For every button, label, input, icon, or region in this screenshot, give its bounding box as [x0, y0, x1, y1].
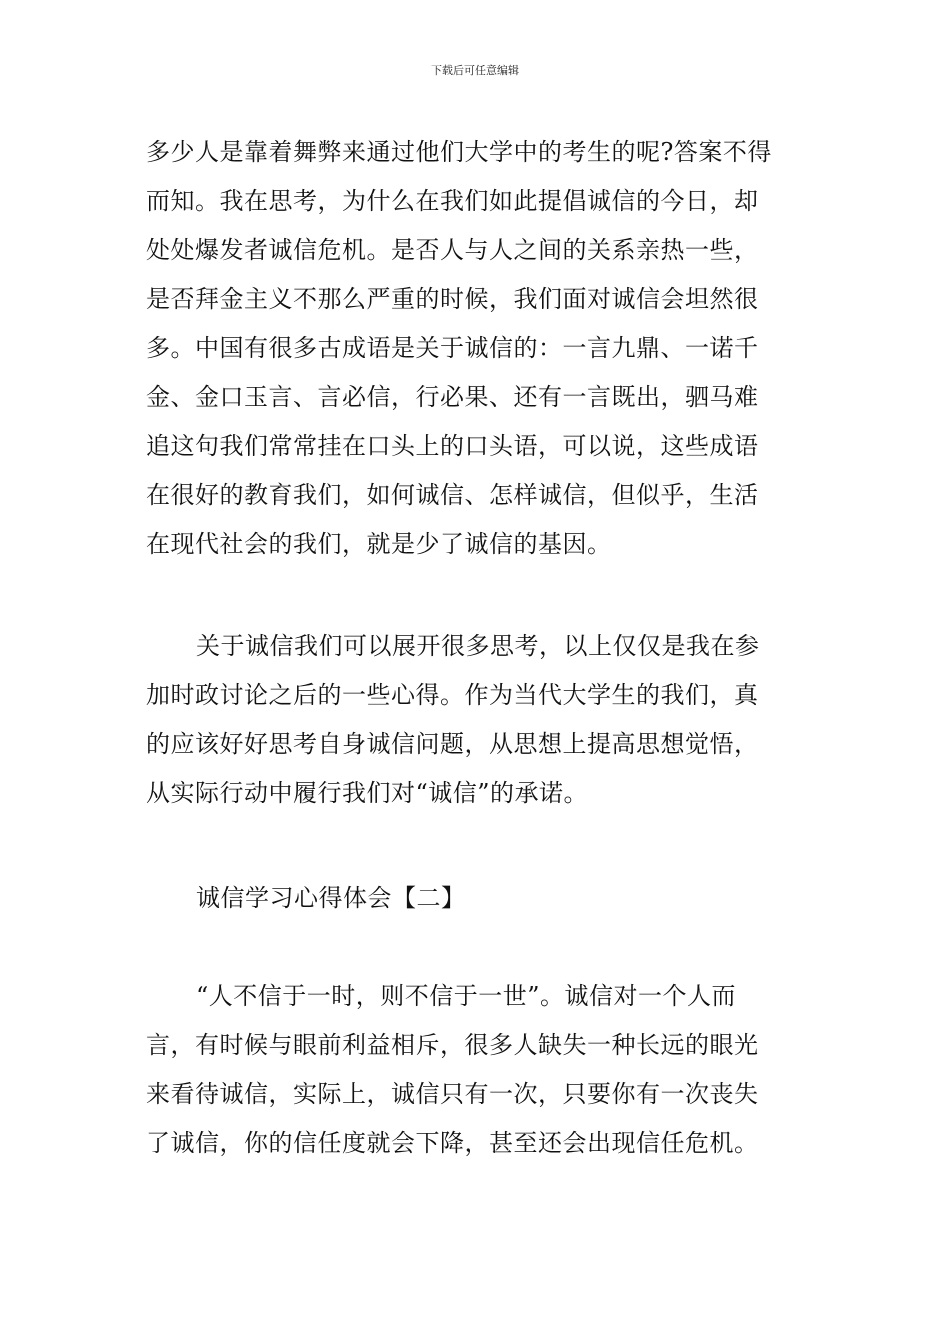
paragraph-1: [146, 128, 806, 569]
section-heading: 诚信学习心得体会【二】: [196, 884, 466, 912]
paragraph-line: 处处爆发者诚信危机。是否人与人之间的关系亲热一些，: [146, 236, 759, 264]
paragraph-line: 在现代社会的我们，就是少了诚信的基因。: [146, 530, 612, 558]
page-header: 下载后可任意编辑: [431, 64, 519, 77]
paragraph-line: 而知。我在思考，为什么在我们如此提倡诚信的今日，却: [146, 187, 759, 215]
paragraph-3: [146, 972, 806, 1168]
paragraph-line: 多少人是靠着舞弊来通过他们大学中的考生的呢?答案不得: [146, 138, 772, 166]
paragraph-line: 言，有时候与眼前利益相斥，很多人缺失一种长远的眼光: [146, 1031, 759, 1059]
paragraph-line: 是否拜金主义不那么严重的时候，我们面对诚信会坦然很: [146, 285, 759, 313]
paragraph-line: 关于诚信我们可以展开很多思考，以上仅仅是我在参: [196, 632, 760, 660]
paragraph-line: 在很好的教育我们，如何诚信、怎样诚信，但似乎，生活: [146, 481, 759, 509]
paragraph-line: 了诚信，你的信任度就会下降，甚至还会出现信任危机。: [146, 1129, 759, 1157]
paragraph-line: 加时政讨论之后的一些心得。作为当代大学生的我们，真: [146, 681, 759, 709]
paragraph-line: 金、金口玉言、言必信，行必果、还有一言既出，驷马难: [146, 383, 759, 411]
paragraph-2: [146, 622, 806, 818]
paragraph-line: 来看待诚信，实际上，诚信只有一次，只要你有一次丧失: [146, 1080, 759, 1108]
paragraph-line: 追这句我们常常挂在口头上的口头语，可以说，这些成语: [146, 432, 759, 460]
paragraph-line: “人不信于一时，则不信于一世”。诚信对一个人而: [196, 982, 737, 1010]
paragraph-line: 从实际行动中履行我们对“诚信”的承诺。: [146, 779, 589, 807]
paragraph-line: 的应该好好思考自身诚信问题，从思想上提高思想觉悟，: [146, 730, 759, 758]
paragraph-line: 多。中国有很多古成语是关于诚信的：一言九鼎、一诺千: [146, 334, 759, 362]
